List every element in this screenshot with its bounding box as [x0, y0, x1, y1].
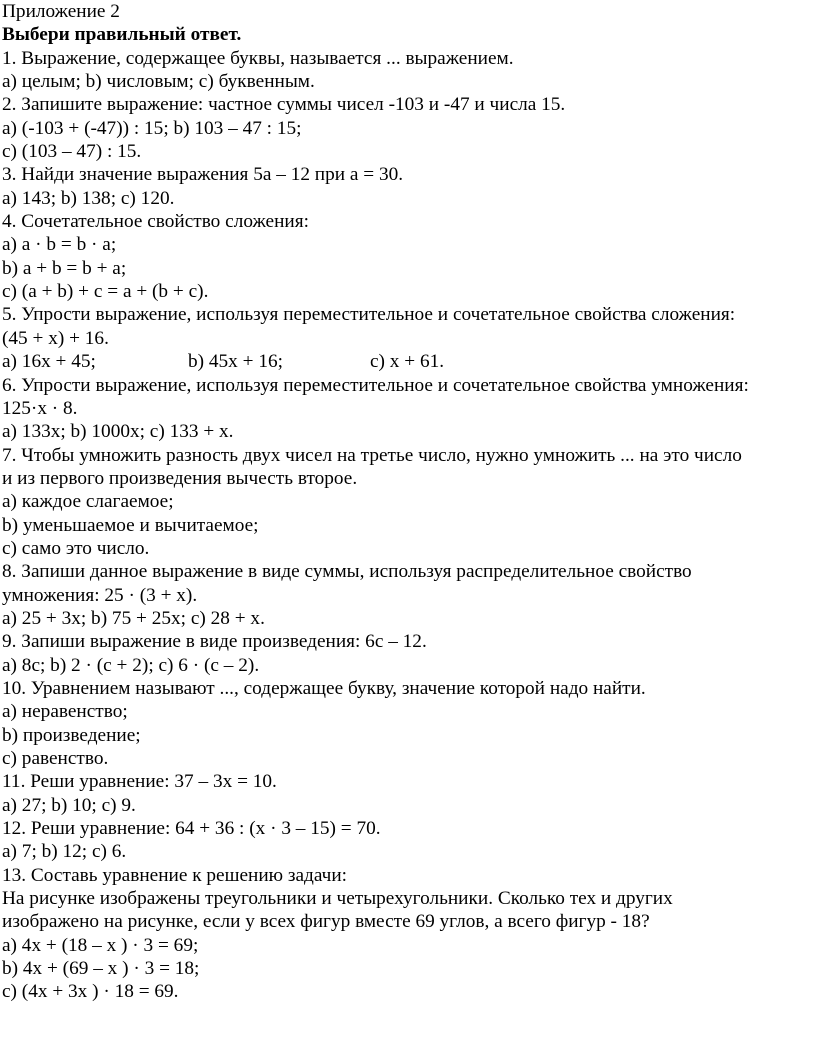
question-13: 13. Составь уравнение к решению задачи:: [2, 864, 348, 886]
answer-10c: с) равенство.: [2, 748, 109, 769]
answer-4c: с) (а + b) + с = а + (b + с).: [2, 281, 209, 303]
answers-12: а) 7; b) 12; с) 6.: [2, 841, 127, 863]
answer-7b: b) уменьшаемое и вычитаемое;: [2, 514, 259, 536]
question-4: 4. Сочетательное свойство сложения:: [2, 211, 309, 233]
answers-1: а) целым; b) числовым; с) буквенным.: [2, 71, 315, 93]
appendix-label: Приложение 2: [2, 1, 120, 22]
answers-2-line-1: а) (-103 + (-47)) : 15; b) 103 – 47 : 15;: [2, 117, 302, 139]
question-11: 11. Реши уравнение: 37 – 3х = 10.: [2, 771, 277, 793]
answers-8: а) 25 + 3х; b) 75 + 25х; с) 28 + х.: [2, 607, 265, 629]
answers-6: а) 133х; b) 1000х; с) 133 + х.: [2, 421, 234, 443]
answer-7c: с) само это число.: [2, 537, 150, 559]
question-1: 1. Выражение, содержащее буквы, называется ... выражением.: [2, 47, 514, 69]
answer-13a: а) 4х + (18 – х ) · 3 = 69;: [2, 934, 199, 956]
answer-5a: а) 16х + 45;: [2, 351, 96, 373]
question-10: 10. Уравнением называют ..., содержащее букву, значение которой надо найти.: [2, 677, 646, 699]
question-8-line-1: 8. Запиши данное выражение в виде суммы, используя распределительное свойство: [2, 561, 692, 583]
question-6-expression: 125·х · 8.: [2, 397, 78, 419]
answer-13b: b) 4х + (69 – х ) · 3 = 18;: [2, 958, 200, 980]
answers-5: [2, 350, 814, 373]
answer-4b: b) а + b = b + а;: [2, 257, 127, 279]
answer-7a: а) каждое слагаемое;: [2, 491, 174, 513]
question-7-line-2: и из первого произведения вычесть второе.: [2, 467, 358, 489]
question-9: 9. Запиши выражение в виде произведения: 6с – 12.: [2, 631, 427, 653]
answer-4a: а) а · b = b · а;: [2, 234, 117, 256]
answers-11: а) 27; b) 10; с) 9.: [2, 794, 136, 816]
answer-10a: а) неравенство;: [2, 701, 128, 723]
answers-3: а) 143; b) 138; с) 120.: [2, 187, 175, 209]
document-page: [2, 0, 814, 1004]
question-13-text-line-2: изображено на рисунке, если у всех фигур вместе 69 углов, а всего фигур - 18?: [2, 911, 650, 933]
question-7-line-1: 7. Чтобы умножить разность двух чисел на третье число, нужно умножить ... на это число: [2, 444, 742, 466]
question-3: 3. Найди значение выражения 5а – 12 при а = 30.: [2, 164, 404, 186]
answer-13c: с) (4х + 3х ) · 18 = 69.: [2, 981, 179, 1003]
question-5-expression: (45 + х) + 16.: [2, 327, 109, 349]
answer-10b: b) произведение;: [2, 724, 141, 746]
answer-5c: с) х + 61.: [370, 351, 445, 373]
question-13-text-line-1: На рисунке изображены треугольники и четырехугольники. Сколько тех и других: [2, 888, 673, 910]
question-12: 12. Реши уравнение: 64 + 36 : (х · 3 – 15) = 70.: [2, 818, 381, 840]
question-6: 6. Упрости выражение, используя переместительное и сочетательное свойства умножения:: [2, 374, 749, 396]
question-2: 2. Запишите выражение: частное суммы чисел -103 и -47 и числа 15.: [2, 94, 566, 116]
answers-2-line-2: с) (103 – 47) : 15.: [2, 141, 142, 163]
question-8-line-2: умножения: 25 · (3 + х).: [2, 584, 198, 606]
answers-9: а) 8с; b) 2 · (с + 2); с) 6 · (с – 2).: [2, 654, 260, 676]
question-5: 5. Упрости выражение, используя переместительное и сочетательное свойства сложения:: [2, 304, 736, 326]
instruction-heading: Выбери правильный ответ.: [2, 24, 242, 46]
answer-5b: b) 45х + 16;: [188, 351, 283, 373]
